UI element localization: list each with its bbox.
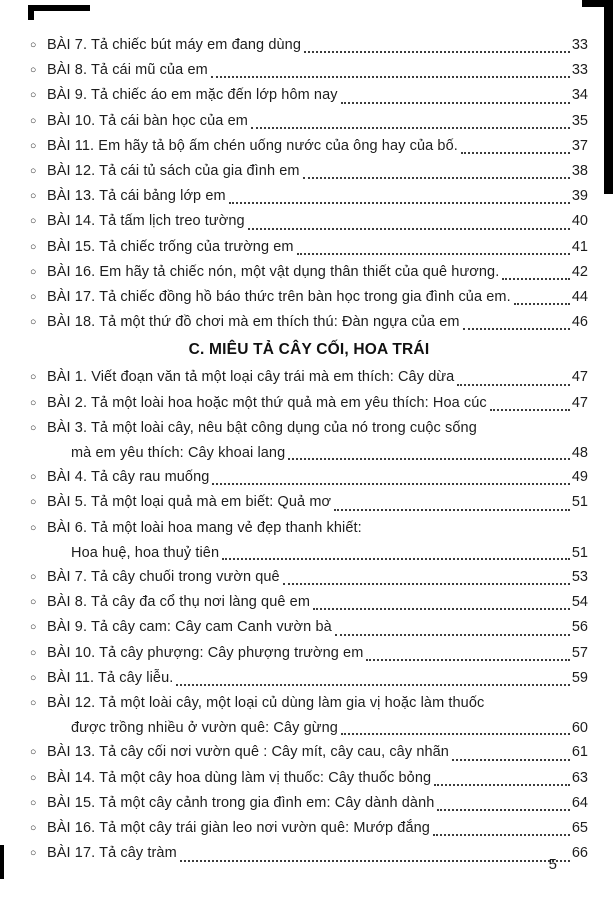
- toc-entry: [30, 441, 588, 465]
- circle-bullet-icon: ○: [30, 697, 37, 710]
- toc-entry-page: 54: [571, 594, 588, 611]
- toc-entry-page: 33: [571, 62, 588, 79]
- circle-bullet-icon: ○: [30, 822, 37, 835]
- toc-entry-page: 40: [571, 213, 588, 230]
- dot-leader: [433, 834, 570, 836]
- toc-entry-text: BÀI 7. Tả chiếc bút máy em đang dùng: [47, 37, 302, 53]
- toc-entry-text: BÀI 12. Tả một loài cây, một loại củ dùng làm gia vị hoặc làm thuốc: [47, 695, 485, 712]
- toc-entry-text: BÀI 11. Tả cây liễu.: [47, 669, 174, 686]
- toc-entry-text: BÀI 18. Tả một thứ đồ chơi mà em thích thú: Đàn ngựa của em: [47, 314, 460, 331]
- dot-leader: [514, 303, 570, 305]
- toc-entry-text: BÀI 8. Tả cái mũ của em: [47, 62, 208, 79]
- dot-leader: [341, 102, 570, 104]
- circle-bullet-icon: ○: [30, 291, 37, 304]
- dot-leader: [457, 384, 570, 386]
- circle-bullet-icon: ○: [30, 190, 37, 203]
- toc-entry-page: 65: [571, 820, 588, 837]
- circle-bullet-icon: ○: [30, 215, 37, 228]
- toc-entry: [30, 310, 588, 335]
- toc-entry-page: 34: [571, 87, 588, 104]
- dot-leader: [502, 278, 570, 280]
- circle-bullet-icon: ○: [30, 421, 37, 434]
- toc-entry: [30, 490, 588, 515]
- circle-bullet-icon: ○: [30, 847, 37, 860]
- toc-entry-page: 60: [571, 720, 588, 737]
- circle-bullet-icon: ○: [30, 39, 37, 51]
- circle-bullet-icon: ○: [30, 496, 37, 509]
- toc-entry-text: BÀI 3. Tả một loài cây, nêu bật công dụng của nó trong cuộc sống: [47, 419, 477, 436]
- dot-leader: [212, 483, 569, 485]
- toc-entry-text: BÀI 6. Tả một loài hoa mang vẻ đẹp thanh khiết:: [47, 519, 362, 536]
- toc-entry-page: 66: [571, 845, 588, 862]
- toc-entry: [30, 716, 588, 740]
- dot-leader: [303, 177, 570, 179]
- circle-bullet-icon: ○: [30, 521, 37, 534]
- toc-entry-text: được trồng nhiều ở vườn quê: Cây gừng: [71, 720, 338, 737]
- dot-leader: [366, 659, 569, 661]
- toc-entry-page: 33: [571, 37, 588, 53]
- circle-bullet-icon: ○: [30, 771, 37, 784]
- toc-entry-page: 38: [571, 163, 588, 180]
- dot-leader: [341, 733, 570, 735]
- toc-entry-text: Hoa huệ, hoa thuỷ tiên: [71, 544, 220, 561]
- toc-entry-text: BÀI 9. Tả cây cam: Cây cam Canh vườn bà: [47, 619, 332, 636]
- toc-entry: [30, 416, 588, 441]
- toc-entry-text: BÀI 16. Tả một cây trái giàn leo nơi vườn quê: Mướp đắng: [47, 820, 430, 837]
- circle-bullet-icon: ○: [30, 646, 37, 659]
- dot-leader: [452, 759, 570, 761]
- circle-bullet-icon: ○: [30, 165, 37, 178]
- toc-entry-page: 47: [571, 369, 588, 386]
- toc-entry-text: BÀI 7. Tả cây chuối trong vườn quê: [47, 569, 280, 586]
- dot-leader: [176, 684, 569, 686]
- toc-entry-page: 48: [571, 445, 588, 462]
- toc-entry-page: 44: [571, 289, 588, 306]
- toc-entry-page: 51: [571, 494, 588, 511]
- scan-artifact-top-left-vertical: [28, 5, 34, 20]
- toc-entry-page: 35: [571, 112, 588, 129]
- dot-leader: [297, 253, 570, 255]
- circle-bullet-icon: ○: [30, 240, 37, 253]
- toc-entry: [30, 134, 588, 159]
- toc-entry-page: 63: [571, 769, 588, 786]
- dot-leader: [461, 152, 570, 154]
- circle-bullet-icon: ○: [30, 371, 37, 384]
- table-of-contents: [30, 33, 588, 867]
- scan-artifact-top-left-horizontal: [28, 5, 90, 11]
- toc-entry-page: 49: [571, 469, 588, 486]
- toc-entry-text: BÀI 1. Viết đoạn văn tả một loại cây trái mà em thích: Cây dừa: [47, 369, 455, 386]
- dot-leader: [248, 228, 570, 230]
- toc-entry-page: 53: [571, 569, 588, 586]
- toc-entry: [30, 816, 588, 841]
- toc-entry: [30, 365, 588, 390]
- toc-entry-text: BÀI 8. Tả cây đa cổ thụ nơi làng quê em: [47, 594, 311, 611]
- circle-bullet-icon: ○: [30, 746, 37, 759]
- toc-entry-text: BÀI 15. Tả một cây cảnh trong gia đình em: Cây dành dành: [47, 794, 435, 811]
- toc-entry: [30, 83, 588, 108]
- circle-bullet-icon: ○: [30, 596, 37, 609]
- toc-entry: [30, 159, 588, 184]
- toc-entry-page: 59: [571, 669, 588, 686]
- dot-leader: [434, 784, 570, 786]
- toc-entry: [30, 235, 588, 260]
- toc-entry-text: BÀI 16. Em hãy tả chiếc nón, một vật dụng thân thiết của quê hương.: [47, 263, 500, 280]
- circle-bullet-icon: ○: [30, 471, 37, 484]
- toc-entry-page: 51: [571, 544, 588, 561]
- toc-entry-page: 41: [571, 238, 588, 255]
- circle-bullet-icon: ○: [30, 316, 37, 329]
- toc-entry: [30, 691, 588, 716]
- toc-entry-page: 42: [571, 263, 588, 280]
- toc-entry-text: BÀI 10. Tả cây phượng: Cây phượng trường em: [47, 644, 364, 661]
- toc-entry-text: BÀI 13. Tả cái bảng lớp em: [47, 188, 226, 205]
- toc-entry-text: BÀI 2. Tả một loài hoa hoặc một thứ quả mà em yêu thích: Hoa cúc: [47, 394, 487, 411]
- circle-bullet-icon: ○: [30, 571, 37, 584]
- circle-bullet-icon: ○: [30, 796, 37, 809]
- toc-entry: [30, 791, 588, 816]
- dot-leader: [211, 76, 570, 78]
- toc-entry: [30, 590, 588, 615]
- circle-bullet-icon: ○: [30, 139, 37, 152]
- toc-entry: [30, 565, 588, 590]
- toc-entry-text: BÀI 17. Tả chiếc đồng hồ báo thức trên bàn học trong gia đình của em.: [47, 289, 511, 306]
- dot-leader: [222, 558, 570, 560]
- toc-entry-page: 64: [571, 794, 588, 811]
- toc-entry: [30, 109, 588, 134]
- toc-entry: [30, 766, 588, 791]
- dot-leader: [304, 51, 570, 53]
- circle-bullet-icon: ○: [30, 396, 37, 409]
- toc-entry: [30, 184, 588, 209]
- toc-entry-text: BÀI 13. Tả cây cối nơi vườn quê : Cây mít, cây cau, cây nhãn: [47, 744, 449, 761]
- scan-artifact-right-edge: [604, 0, 613, 194]
- dot-leader: [229, 202, 570, 204]
- page-number: 5: [548, 856, 557, 873]
- toc-entry: [30, 285, 588, 310]
- toc-entry: [30, 516, 588, 541]
- toc-entry: [30, 465, 588, 490]
- toc-entry-text: BÀI 17. Tả cây tràm: [47, 845, 177, 862]
- circle-bullet-icon: ○: [30, 89, 37, 102]
- toc-entry-text: BÀI 15. Tả chiếc trống của trường em: [47, 238, 294, 255]
- dot-leader: [180, 860, 570, 862]
- toc-entry-text: BÀI 5. Tả một loại quả mà em biết: Quả mơ: [47, 494, 332, 511]
- toc-entry: [30, 666, 588, 691]
- dot-leader: [313, 608, 570, 610]
- toc-entry-page: 61: [571, 744, 588, 761]
- toc-entry-text: BÀI 11. Em hãy tả bộ ấm chén uống nước của ông hay của bố.: [47, 137, 458, 154]
- circle-bullet-icon: ○: [30, 64, 37, 77]
- dot-leader: [251, 127, 570, 129]
- section-heading: C. MIÊU TẢ CÂY CỐI, HOA TRÁI: [188, 341, 430, 359]
- dot-leader: [463, 328, 570, 330]
- dot-leader: [288, 458, 570, 460]
- toc-entry: [30, 740, 588, 765]
- toc-entry: [30, 58, 588, 83]
- toc-entry-text: BÀI 9. Tả chiếc áo em mặc đến lớp hôm nay: [47, 87, 338, 104]
- toc-entry-page: 47: [571, 394, 588, 411]
- toc-entry-page: 37: [571, 137, 588, 154]
- dot-leader: [437, 809, 569, 811]
- circle-bullet-icon: ○: [30, 265, 37, 278]
- toc-entry: [30, 541, 588, 565]
- toc-entry-text: mà em yêu thích: Cây khoai lang: [71, 445, 286, 462]
- toc-entry: [30, 391, 588, 416]
- toc-entry-text: BÀI 10. Tả cái bàn học của em: [47, 112, 248, 129]
- toc-entry-text: BÀI 12. Tả cái tủ sách của gia đình em: [47, 163, 300, 180]
- dot-leader: [335, 634, 570, 636]
- toc-entry-text: BÀI 4. Tả cây rau muống: [47, 469, 210, 486]
- scan-artifact-bottom-left: [0, 845, 4, 879]
- dot-leader: [490, 409, 570, 411]
- toc-entry: [30, 260, 588, 285]
- circle-bullet-icon: ○: [30, 114, 37, 127]
- toc-entry-page: 39: [571, 188, 588, 205]
- circle-bullet-icon: ○: [30, 671, 37, 684]
- toc-entry: [30, 841, 588, 866]
- toc-entry-page: 46: [571, 314, 588, 331]
- toc-entry-text: BÀI 14. Tả một cây hoa dùng làm vị thuốc: Cây thuốc bỏng: [47, 769, 432, 786]
- toc-entry-page: 56: [571, 619, 588, 636]
- toc-entry: [30, 209, 588, 234]
- dot-leader: [283, 583, 570, 585]
- toc-entry: [30, 33, 588, 58]
- circle-bullet-icon: ○: [30, 621, 37, 634]
- toc-entry-page: 57: [571, 644, 588, 661]
- toc-entry-text: BÀI 14. Tả tấm lịch treo tường: [47, 213, 245, 230]
- dot-leader: [334, 509, 570, 511]
- toc-entry: [30, 641, 588, 666]
- toc-entry: [30, 615, 588, 640]
